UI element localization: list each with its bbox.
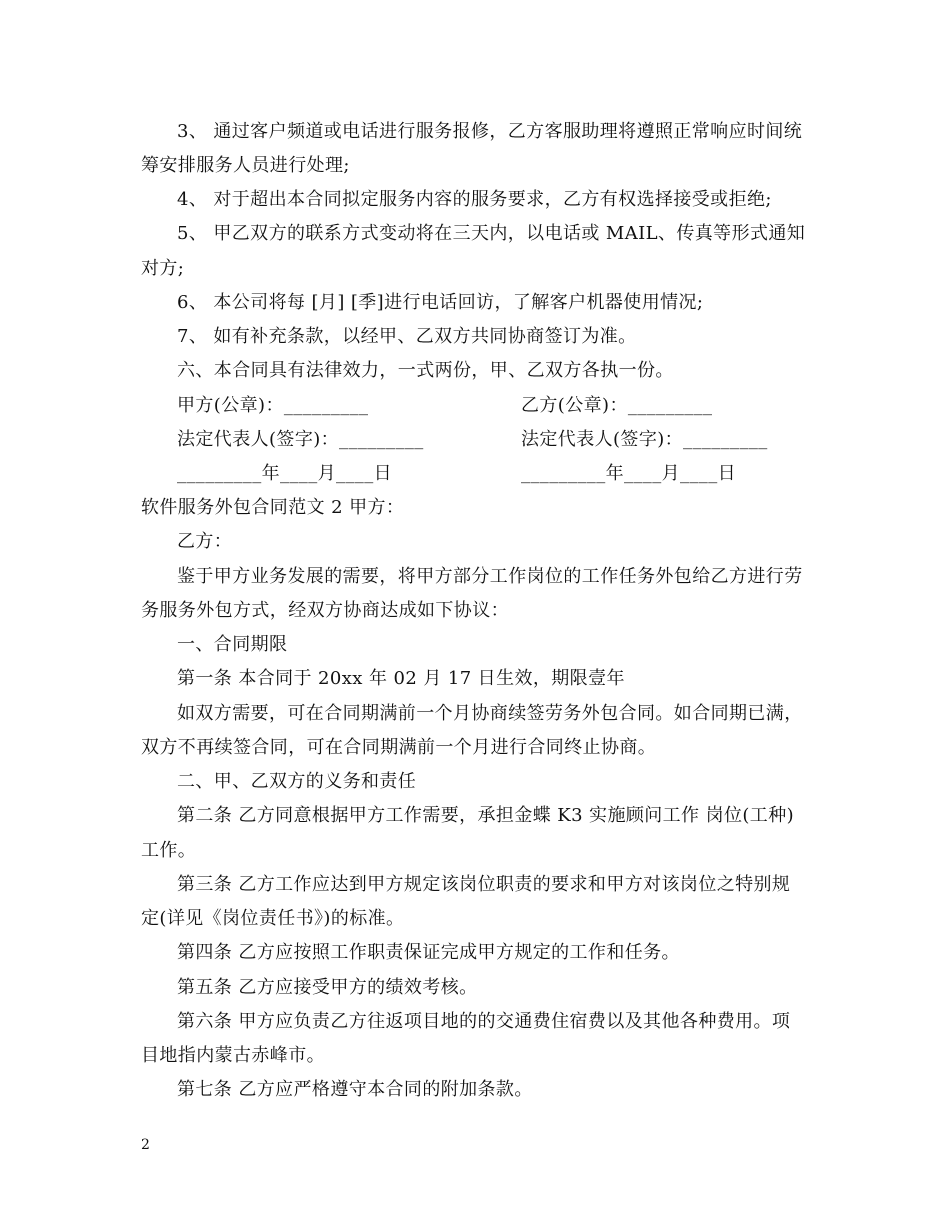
renewal-line-2: 双方不再续签合同，可在合同期满前一个月进行合同终止协商。 bbox=[141, 737, 657, 758]
party-b-date: _________年____月____日 bbox=[521, 463, 736, 484]
article-4: 第四条 乙方应按照工作职责保证完成甲方规定的工作和任务。 bbox=[177, 942, 680, 963]
clause-7: 7、 如有补充条款，以经甲、乙双方共同协商签订为准。 bbox=[177, 326, 637, 347]
party-a-date: _________年____月____日 bbox=[177, 463, 392, 484]
article-3-line-1: 第三条 乙方工作应达到甲方规定该岗位职责的要求和甲方对该岗位之特别规 bbox=[177, 874, 791, 895]
article-3-line-2: 定(详见《岗位责任书》)的标准。 bbox=[141, 908, 405, 929]
renewal-line-1: 如双方需要，可在合同期满前一个月协商续签劳务外包合同。如合同期已满， bbox=[177, 703, 803, 724]
section-six: 六、本合同具有法律效力，一式两份，甲、乙双方各执一份。 bbox=[177, 360, 674, 381]
article-1: 第一条 本合同于 20xx 年 02 月 17 日生效，期限壹年 bbox=[177, 668, 625, 689]
party-b-representative: 法定代表人(签字)：_________ bbox=[521, 429, 768, 450]
party-a-representative: 法定代表人(签字)：_________ bbox=[177, 429, 424, 450]
article-2-line-2: 工作。 bbox=[141, 840, 197, 861]
article-6-line-1: 第六条 甲方应负责乙方往返项目地的的交通费住宿费以及其他各种费用。项 bbox=[177, 1011, 791, 1032]
section-2-title: 软件服务外包合同范文 2 甲方： bbox=[141, 497, 405, 518]
preamble-line-1: 鉴于甲方业务发展的需要，将甲方部分工作岗位的工作任务外包给乙方进行劳 bbox=[177, 566, 803, 587]
clause-5-line-1: 5、 甲乙双方的联系方式变动将在三天内，以电话或 MAIL、传真等形式通知 bbox=[177, 223, 806, 244]
clause-6: 6、 本公司将每 [月] [季]进行电话回访，了解客户机器使用情况; bbox=[177, 292, 704, 313]
article-2-line-1: 第二条 乙方同意根据甲方工作需要，承担金蝶 K3 实施顾问工作 岗位(工种) bbox=[177, 805, 795, 826]
page-number: 2 bbox=[141, 1137, 150, 1153]
party-a-seal: 甲方(公章)：_________ bbox=[177, 395, 369, 416]
party-b-seal: 乙方(公章)：_________ bbox=[521, 395, 713, 416]
article-7: 第七条 乙方应严格遵守本合同的附加条款。 bbox=[177, 1079, 533, 1100]
heading-contract-term: 一、合同期限 bbox=[177, 634, 288, 655]
clause-4: 4、 对于超出本合同拟定服务内容的服务要求，乙方有权选择接受或拒绝; bbox=[177, 189, 772, 210]
clause-5-line-2: 对方; bbox=[141, 258, 185, 279]
article-5: 第五条 乙方应接受甲方的绩效考核。 bbox=[177, 977, 478, 998]
clause-3-line-2: 筹安排服务人员进行处理; bbox=[141, 155, 350, 176]
clause-3-line-1: 3、 通过客户频道或电话进行服务报修，乙方客服助理将遵照正常响应时间统 bbox=[177, 121, 803, 142]
article-6-line-2: 目地指内蒙古赤峰市。 bbox=[141, 1045, 325, 1066]
party-b-label: 乙方： bbox=[177, 531, 233, 552]
heading-obligations: 二、甲、乙双方的义务和责任 bbox=[177, 771, 417, 792]
preamble-line-2: 务服务外包方式，经双方协商达成如下协议： bbox=[141, 600, 509, 621]
